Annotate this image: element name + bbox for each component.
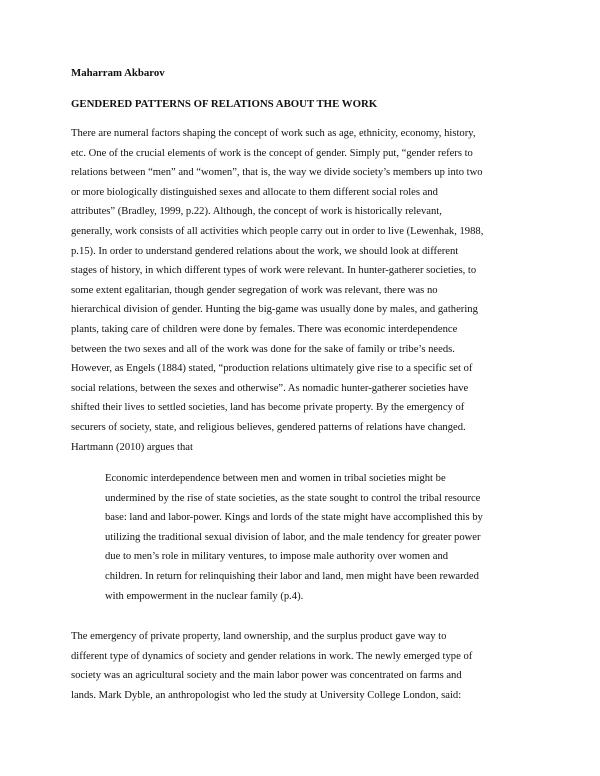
body-paragraph-1	[71, 124, 541, 457]
text-line: etc. One of the crucial elements of work is the concept of gender. Simply put, “gender refers to	[71, 147, 473, 159]
text-line: or more biologically distinguished sexes and allocate to them different social roles and	[71, 186, 438, 198]
text-line: attributes” (Bradley, 1999, p.22). Although, the concept of work is historically relevant,	[71, 206, 442, 218]
text-line: some extent egalitarian, though gender segregation of work was relevant, there was no	[71, 284, 438, 296]
text-line: The emergency of private property, land ownership, and the surplus product gave way to	[71, 631, 447, 642]
quote-line: Economic interdependence between men and women in tribal societies might be	[105, 473, 446, 484]
text-line: hierarchical division of gender. Hunting the big-game was usually done by males, and gathering	[71, 304, 478, 316]
quote-line: base: land and labor-power. Kings and lords of the state might have accomplished this by	[105, 512, 483, 524]
quote-line: due to men’s role in military ventures, to impose male authority over women and	[105, 551, 449, 563]
text-line: between the two sexes and all of the work was done for the sake of family or tribe’s needs.	[71, 343, 455, 355]
text-line: different type of dynamics of society and gender relations in work. The newly emerged type of	[71, 650, 473, 662]
quote-line: utilizing the traditional sexual division of labor, and the male tendency for greater power	[105, 531, 481, 543]
text-line: However, as Engels (1884) stated, “production relations ultimately give rise to a specific set of	[71, 363, 473, 375]
block-quote	[105, 469, 545, 606]
text-line: social relations, between the sexes and otherwise”. As nomadic hunter-gatherer societies have	[71, 382, 469, 394]
quote-line: undermined by the rise of state societies, as the state sought to control the tribal resource	[105, 492, 481, 504]
quote-line: with empowerment in the nuclear family (p.4).	[105, 590, 304, 602]
text-line: lands. Mark Dyble, an anthropologist who led the study at University College London, said:	[71, 689, 462, 701]
text-line: securers of society, state, and religious believes, gendered patterns of relations have changed.	[71, 421, 466, 433]
quote-line: children. In return for relinquishing their labor and land, men might have been rewarded	[105, 570, 479, 582]
text-line: relations between “men” and “women”, that is, the way we divide society’s members up into two	[71, 167, 483, 179]
text-line: There are numeral factors shaping the concept of work such as age, ethnicity, economy, history,	[71, 128, 476, 139]
document-title: GENDERED PATTERNS OF RELATIONS ABOUT THE WORK	[71, 98, 378, 110]
text-line: Hartmann (2010) argues that	[71, 441, 193, 453]
body-paragraph-2	[71, 627, 541, 705]
text-line: shifted their lives to settled societies, land has become private property. By the emergency of	[71, 402, 465, 414]
text-line: plants, taking care of children were done by females. There was economic interdependence	[71, 323, 458, 335]
text-line: p.15). In order to understand gendered relations about the work, we should look at different	[71, 245, 459, 257]
author-name: Maharram Akbarov	[71, 67, 165, 79]
text-line: society was an agricultural society and the main labor power was concentrated on farms and	[71, 670, 462, 682]
text-line: generally, work consists of all activities which people carry out in order to live (Lewenhak, 1988,	[71, 225, 484, 237]
text-line: stages of history, in which different types of work were relevant. In hunter-gatherer societies, to	[71, 265, 477, 277]
